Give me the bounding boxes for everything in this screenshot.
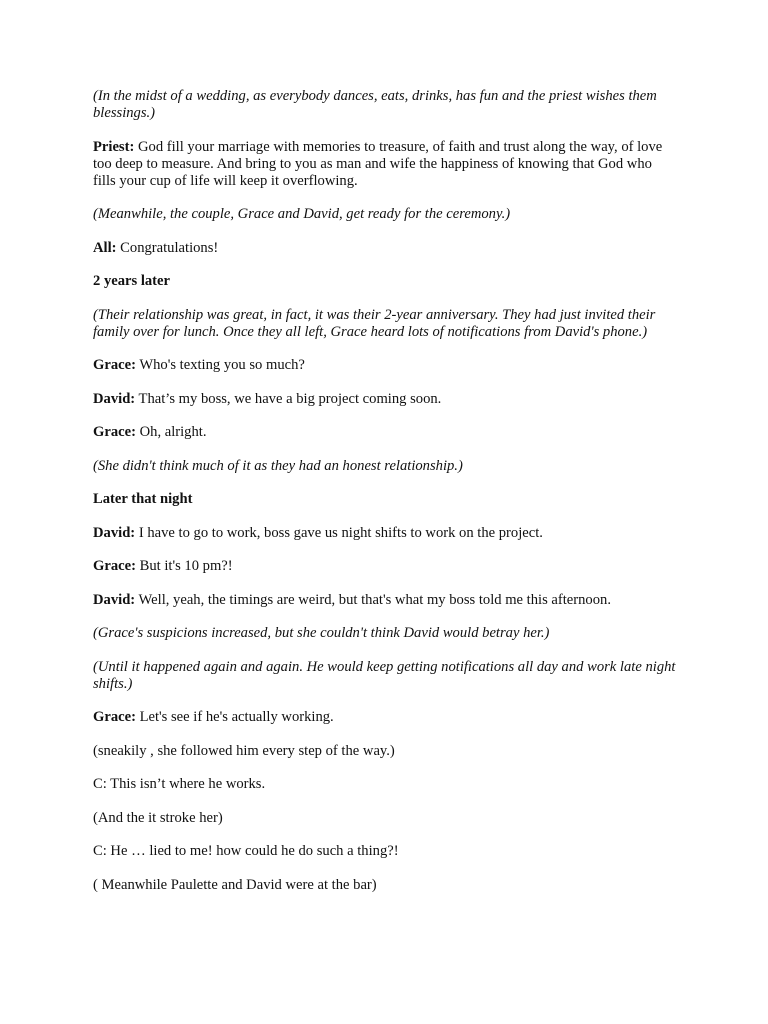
plain-line: C: He … lied to me! how could he do such a thing?! [93, 843, 399, 859]
dialogue-text: That’s my boss, we have a big project coming soon. [135, 390, 442, 407]
plain-line: (sneakily , she followed him every step of the way.) [93, 742, 395, 759]
speaker-name: Grace: [93, 424, 136, 440]
stage-direction: (Meanwhile, the couple, Grace and David, get ready for the ceremony.) [93, 206, 511, 222]
dialogue-text: Congratulations! [116, 239, 219, 256]
plain-line: ( Meanwhile Paulette and David were at the bar) [93, 876, 377, 893]
dialogue-text: I have to go to work, boss gave us night shifts to work on the project. [135, 524, 543, 541]
scene-heading: 2 years later [93, 273, 170, 289]
dialogue-line [93, 525, 678, 542]
plain-line: (And the it stroke her) [93, 809, 223, 826]
dialogue-line [93, 240, 678, 257]
dialogue-text: Who's texting you so much? [135, 357, 305, 373]
speaker-name: Grace: [93, 357, 136, 373]
dialogue-text: God fill your marriage with memories to treasure, of faith and trust along the way, of love too deep to measure. And bring to you as man and wife the happiness of knowing that God who fills your cup of life will keep it overflowing. [93, 138, 663, 189]
stage-direction: (She didn't think much of it as they had an honest relationship.) [93, 457, 463, 474]
speaker-name: David: [93, 591, 136, 608]
stage-direction: (Grace's suspicions increased, but she couldn't think David would betray her.) [93, 625, 550, 641]
speaker-name: David: [93, 390, 136, 407]
speaker-name: Grace: [93, 709, 136, 725]
script-page [93, 88, 678, 910]
speaker-name: All: [93, 239, 117, 256]
stage-direction: (Their relationship was great, in fact, it was their 2-year anniversary. They had just invited their family over for lunch. Once they all left, Grace heard lots of notifications from David's phone.) [93, 306, 656, 340]
dialogue-text: But it's 10 pm?! [135, 558, 233, 574]
dialogue-line [93, 592, 678, 609]
dialogue-text: Let's see if he's actually working. [135, 709, 334, 725]
speaker-name: Grace: [93, 558, 136, 574]
stage-direction: (Until it happened again and again. He would keep getting notifications all day and work late night shifts.) [93, 658, 676, 692]
dialogue-text: Well, yeah, the timings are weird, but that's what my boss told me this afternoon. [135, 591, 611, 608]
dialogue-line [93, 357, 678, 374]
speaker-name: David: [93, 524, 136, 541]
dialogue-text: Oh, alright. [135, 424, 207, 440]
dialogue-line [93, 558, 678, 575]
dialogue-line [93, 424, 678, 441]
plain-line: C: This isn’t where he works. [93, 776, 266, 792]
speaker-name: Priest: [93, 138, 135, 155]
dialogue-line [93, 139, 678, 190]
scene-heading: Later that night [93, 491, 193, 507]
dialogue-line [93, 709, 678, 726]
dialogue-line [93, 391, 678, 408]
stage-direction: (In the midst of a wedding, as everybody dances, eats, drinks, has fun and the priest wishes them blessings.) [93, 88, 657, 121]
